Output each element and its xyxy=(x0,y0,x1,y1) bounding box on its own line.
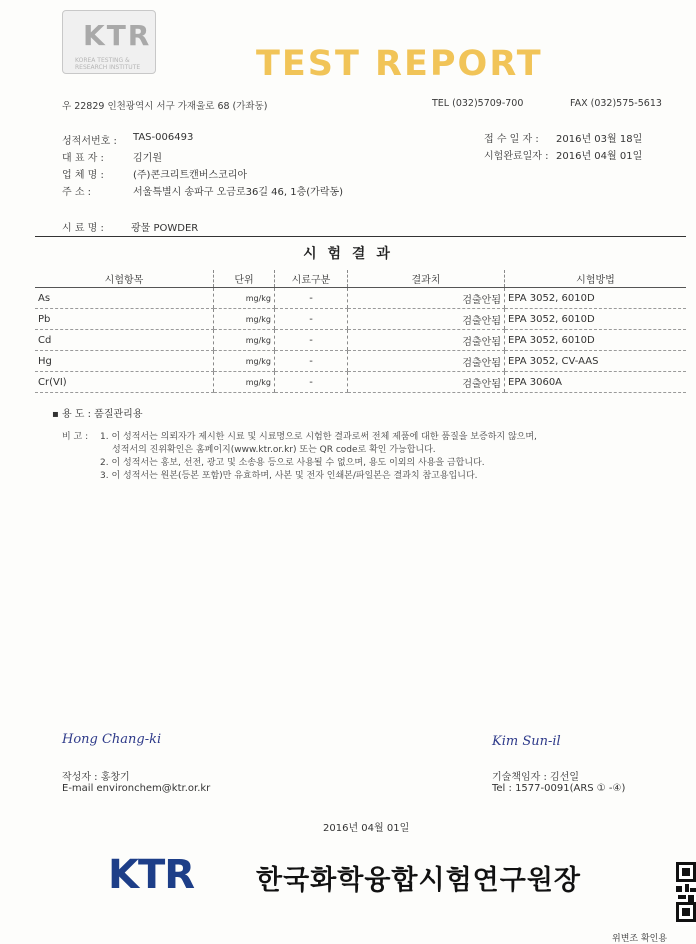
forgery-check-note: 위변조 확인용 xyxy=(612,934,668,944)
watermark-logo-subtext: KOREA TESTING & RESEARCH INSTITUTE xyxy=(75,57,141,71)
company-label: 업 체 명 : xyxy=(62,170,104,181)
row-sample-type: - xyxy=(275,309,348,330)
writer-email: E-mail environchem@ktr.or.kr xyxy=(62,783,211,794)
remark-line-1: 1. 이 성적서는 의뢰자가 제시한 시료 및 시료명으로 시험한 결과로써 전체 제품에 대한 품질을 보증하지 않으며, xyxy=(100,432,537,442)
row-item: Hg xyxy=(35,351,214,372)
rep-name: 김기원 xyxy=(133,153,162,164)
table-row xyxy=(35,309,686,330)
row-method: EPA 3052, 6010D xyxy=(505,330,687,351)
row-unit: mg/kg xyxy=(214,372,275,393)
ktr-watermark-logo xyxy=(62,10,156,74)
watermark-logo-text: KTR xyxy=(83,19,152,52)
table-row xyxy=(35,351,686,372)
row-unit: mg/kg xyxy=(214,288,275,309)
row-item: As xyxy=(35,288,214,309)
row-sample-type: - xyxy=(275,288,348,309)
row-unit: mg/kg xyxy=(214,351,275,372)
results-header-row xyxy=(35,270,686,288)
manager-tel: Tel : 1577-0091(ARS ① -④) xyxy=(492,783,626,794)
row-sample-type: - xyxy=(275,372,348,393)
remarks-label: 비 고 : xyxy=(62,432,89,442)
completed-date: 2016년 04월 01일 xyxy=(556,151,643,162)
section-divider-top xyxy=(35,236,686,237)
qr-code-icon xyxy=(676,862,696,926)
remark-line-2: 2. 이 성적서는 홍보, 선전, 광고 및 소송용 등으로 사용될 수 없으며, 용도 이외의 사용을 금합니다. xyxy=(100,458,485,468)
issue-date: 2016년 04월 01일 xyxy=(323,823,410,834)
completed-label: 시험완료일자 : xyxy=(484,151,549,162)
manager-signature: Kim Sun-il xyxy=(492,734,561,749)
table-row xyxy=(35,372,686,393)
received-label: 접 수 일 자 : xyxy=(484,134,539,145)
sample-name: 광물 POWDER xyxy=(131,223,199,234)
ktr-logo: KTR xyxy=(108,852,195,898)
row-method: EPA 3052, 6010D xyxy=(505,309,687,330)
row-unit: mg/kg xyxy=(214,330,275,351)
writer-name: 작성자 : 홍창기 xyxy=(62,772,130,783)
results-table xyxy=(35,270,686,393)
company-name: (주)콘크리트캔버스코리아 xyxy=(133,170,248,181)
header-sample-type: 시료구분 xyxy=(275,270,348,288)
row-method: EPA 3052, 6010D xyxy=(505,288,687,309)
row-sample-type: - xyxy=(275,351,348,372)
row-result: 검출안됨 xyxy=(348,288,505,309)
row-item: Cr(VI) xyxy=(35,372,214,393)
institute-tel: TEL (032)5709-700 xyxy=(432,98,524,109)
results-section-title: 시 험 결 과 xyxy=(303,246,393,262)
header-result: 결과치 xyxy=(348,270,505,288)
report-no: TAS-006493 xyxy=(133,132,194,143)
usage-text: ▪ 용 도 : 품질관리용 xyxy=(52,409,143,420)
company-address: 서울특별시 송파구 오금로36길 46, 1층(가락동) xyxy=(133,187,344,198)
company-address-label: 주 소 : xyxy=(62,187,92,198)
received-date: 2016년 03월 18일 xyxy=(556,134,643,145)
row-result: 검출안됨 xyxy=(348,351,505,372)
report-no-label: 성적서번호 : xyxy=(62,136,117,147)
row-method: EPA 3052, CV-AAS xyxy=(505,351,687,372)
row-result: 검출안됨 xyxy=(348,330,505,351)
header-unit: 단위 xyxy=(214,270,275,288)
writer-signature: Hong Chang-ki xyxy=(62,732,162,747)
header-item: 시험항목 xyxy=(35,270,214,288)
sample-label: 시 료 명 : xyxy=(62,223,104,234)
row-item: Cd xyxy=(35,330,214,351)
institute-fax: FAX (032)575-5613 xyxy=(570,98,662,109)
row-item: Pb xyxy=(35,309,214,330)
header-method: 시험방법 xyxy=(505,270,687,288)
manager-name: 기술책임자 : 김선일 xyxy=(492,772,580,783)
row-result: 검출안됨 xyxy=(348,372,505,393)
institute-name: 한국화학융합시험연구원장 xyxy=(256,865,581,896)
remark-line-3: 3. 이 성적서는 원본(등본 포함)만 유효하며, 사본 및 전자 인쇄본/파일본은 결과치 참고용입니다. xyxy=(100,471,478,481)
institute-address: 우 22829 인천광역시 서구 가재울로 68 (가좌동) xyxy=(62,101,268,112)
table-row xyxy=(35,288,686,309)
rep-label: 대 표 자 : xyxy=(62,153,104,164)
remark-line-1b: 성적서의 진위확인은 홈페이지(www.ktr.or.kr) 또는 QR code로 확인 가능합니다. xyxy=(112,445,436,455)
row-result: 검출안됨 xyxy=(348,309,505,330)
row-method: EPA 3060A xyxy=(505,372,687,393)
table-row xyxy=(35,330,686,351)
row-sample-type: - xyxy=(275,330,348,351)
row-unit: mg/kg xyxy=(214,309,275,330)
report-title: TEST REPORT xyxy=(256,44,543,84)
